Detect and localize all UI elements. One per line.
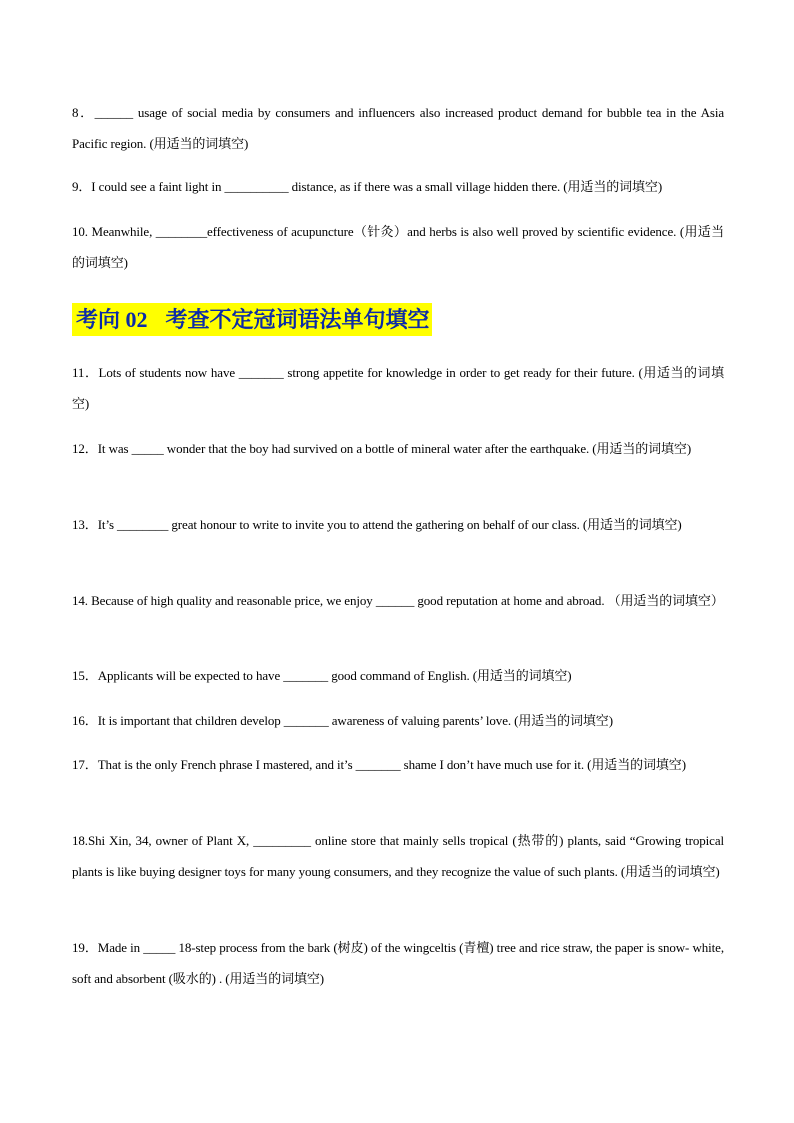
- question-8: 8．______ usage of social media by consumers and influencers also increased product demand for bubble tea in the Asia Pacific region. (用适当的词填空): [72, 105, 724, 151]
- question-12: 12．It was _____ wonder that the boy had survived on a bottle of mineral water after the earthquake. (用适当的词填空): [72, 441, 692, 456]
- question-19: 19．Made in _____ 18-step process from the bark (树皮) of the wingceltis (青檀) tree and rice straw, the paper is snow- white, soft and absorbent (吸水的) . (用适当的词填空): [72, 940, 724, 986]
- question-15: 15．Applicants will be expected to have _______ good command of English. (用适当的词填空): [72, 668, 572, 683]
- question-18: 18.Shi Xin, 34, owner of Plant X, _________ online store that mainly sells tropical (热带的) plants, said “Growing tropical plants is like buying designer toys for many young consumers, and they recognize the value of such plants. (用适当的词填空): [72, 833, 724, 879]
- question-9: 9．I could see a faint light in __________ distance, as if there was a small village hidden there. (用适当的词填空): [72, 179, 663, 194]
- question-10: 10. Meanwhile, ________effectiveness of acupuncture（针灸）and herbs is also well proved by scientific evidence. (用适当的词填空): [72, 224, 724, 270]
- section-heading: [72, 303, 432, 336]
- question-11: 11．Lots of students now have _______ strong appetite for knowledge in order to get ready for their future. (用适当的词填空): [72, 365, 724, 411]
- question-17: 17．That is the only French phrase I mastered, and it’s _______ shame I don’t have much use for it. (用适当的词填空): [72, 757, 686, 772]
- section-code: 考向 02: [76, 307, 148, 332]
- question-16: 16．It is important that children develop _______ awareness of valuing parents’ love. (用适当的词填空): [72, 713, 613, 728]
- question-14: 14. Because of high quality and reasonable price, we enjoy ______ good reputation at home and abroad. （用适当的词填空）: [72, 593, 724, 608]
- section-title: 考查不定冠词语法单句填空: [165, 307, 430, 332]
- question-13: 13．It’s ________ great honour to write to invite you to attend the gathering on behalf of our class. (用适当的词填空): [72, 517, 682, 532]
